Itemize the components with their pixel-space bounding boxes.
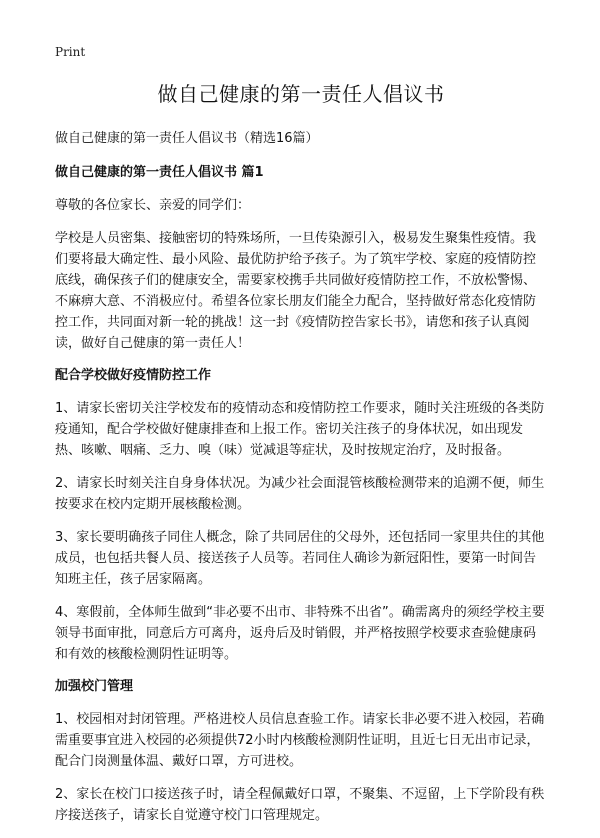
- document-body: [55, 78, 547, 838]
- section2-item-1: 1、请家长密切关注学校发布的疫情动态和疫情防控工作要求，随时关注班级的各类防疫通知，配合学校做好健康排查和上报工作。密切关注孩子的身体状况，如出现发热、咳嗽、咽痛、乏力、嗅（味）觉减退等症状，及时按规定治疗，及时报备。: [55, 401, 545, 458]
- intro-paragraph: 学校是人员密集、接触密切的特殊场所，一旦传染源引入，极易发生聚集性疫情。我们要将最大确定性、最小风险、最优防护给予孩子。为了筑牢学校、家庭的疫情防控底线，确保孩子们的健康安全，需要家校携手共同做好疫情防控工作，不放松警惕、不麻痹大意、不消极应付。希望各位家长朋友们能全力配合，坚持做好常态化疫情防控工作，共同面对新一轮的挑战！这一封《疫情防控告家长书》，请您和孩子认真阅读，做好自己健康的第一责任人！: [55, 231, 537, 351]
- section-heading-1: 做自己健康的第一责任人倡议书 篇1: [55, 165, 264, 180]
- greeting: 尊敬的各位家长、亲爱的同学们：: [55, 198, 251, 213]
- print-link[interactable]: Print: [55, 45, 86, 59]
- section-heading-3: 加强校门管理: [55, 679, 134, 694]
- section2-item-4: 4、寒假前，全体师生做到“非必要不出市、非特殊不出省”。确需离舟的须经学校主要领导书面审批，同意后方可离舟，返舟后及时销假，并严格按照学校要求查验健康码和有效的核酸检测阴性证明等。: [55, 605, 545, 662]
- document-subtitle: 做自己健康的第一责任人倡议书（精选16篇）: [55, 131, 319, 146]
- section3-item-2: 2、家长在校门口接送孩子时，请全程佩戴好口罩，不聚集、不逗留，上下学阶段有秩序接送孩子，请家长自觉遵守校门口管理规定。: [55, 787, 545, 823]
- section2-item-2: 2、请家长时刻关注自身身体状况。为减少社会面混管核酸检测带来的追溯不便，师生按要求在校内定期开展核酸检测。: [55, 476, 545, 512]
- section3-item-1: 1、校园相对封闭管理。严格进校人员信息查验工作。请家长非必要不进入校园，若确需重要事宜进入校园的必须提供72小时内核酸检测阴性证明，且近七日无出市记录，配合门岗测量体温、戴好口罩，方可进校。: [55, 712, 545, 769]
- page-title: 做自己健康的第一责任人倡议书: [157, 82, 445, 106]
- section-heading-2: 配合学校做好疫情防控工作: [55, 368, 212, 383]
- section2-item-3: 3、家长要明确孩子同住人概念，除了共同居住的父母外，还包括同一家里共住的其他成员，也包括共餐人员、接送孩子人员等。若同住人确诊为新冠阳性，要第一时间告知班主任，孩子居家隔离。: [55, 530, 545, 587]
